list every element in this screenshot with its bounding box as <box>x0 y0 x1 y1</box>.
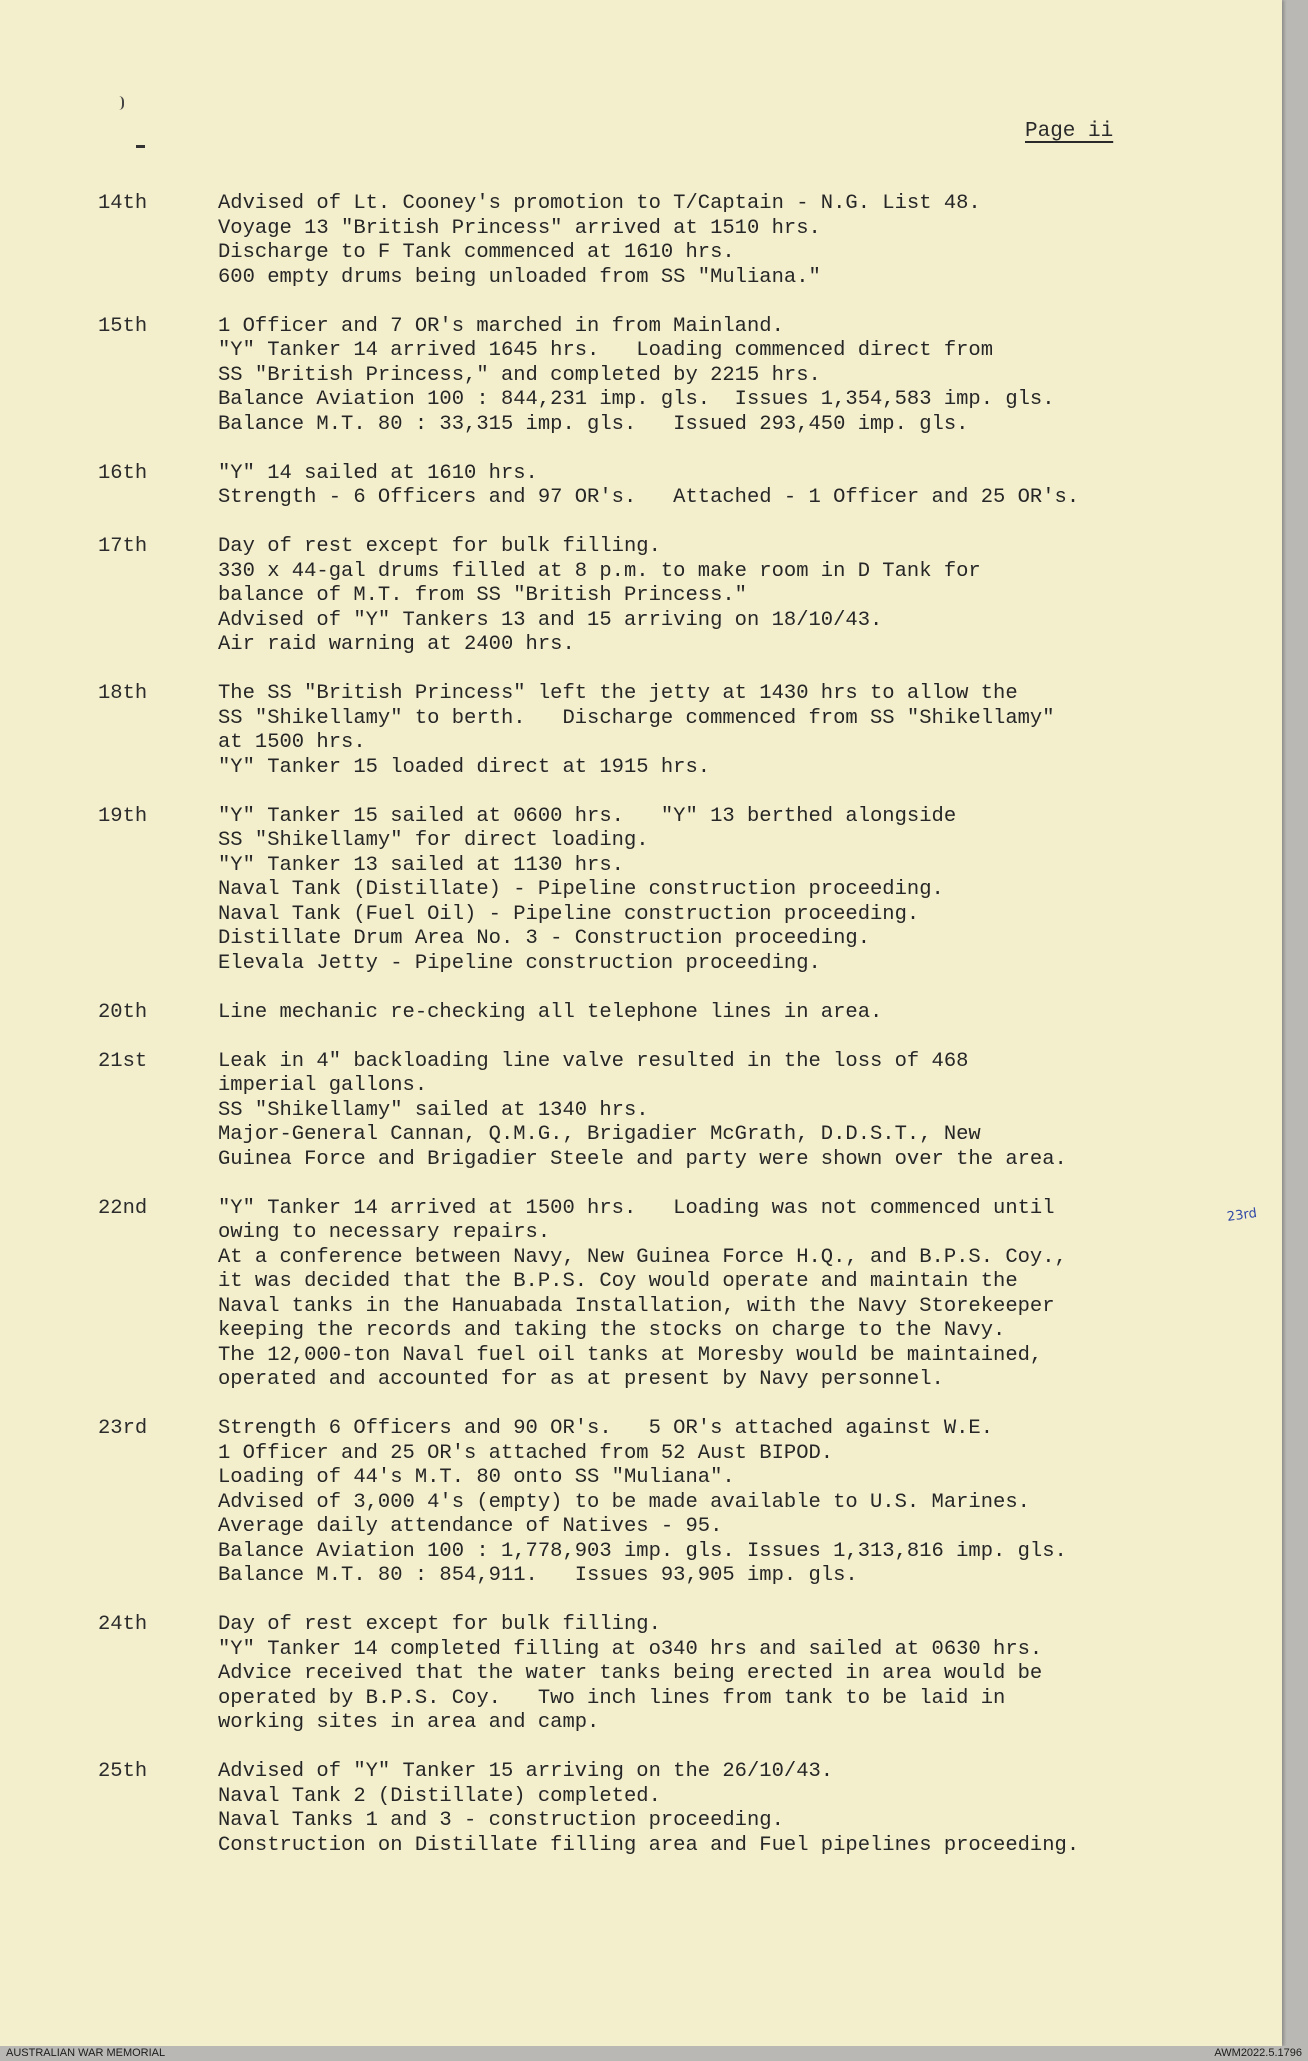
entry-line: Air raid warning at 2400 hrs. <box>218 633 575 656</box>
entry-line: imperial gallons. <box>218 1074 428 1097</box>
entry-text <box>218 462 1238 511</box>
entry-line: "Y" Tanker 13 sailed at 1130 hrs. <box>218 853 624 877</box>
entry-line: Discharge to F Tank commenced at 1610 hrs. <box>218 241 735 264</box>
entry-line: Naval Tanks 1 and 3 - construction proceeding. <box>218 1809 784 1832</box>
entry-line: Naval Tank (Fuel Oil) - Pipeline construction proceeding. <box>218 902 920 926</box>
entry-line: 1 Officer and 25 OR's attached from 52 Aust BIPOD. <box>218 1441 834 1465</box>
entry-line: Naval Tank (Distillate) - Pipeline construction proceeding. <box>218 878 944 901</box>
entry-date: 18th <box>98 682 148 705</box>
entry-line: The 12,000-ton Naval fuel oil tanks at Moresby would be maintained, <box>218 1343 1043 1367</box>
entry-line: "Y" Tanker 15 loaded direct at 1915 hrs. <box>218 755 711 779</box>
entry-text <box>218 1760 1238 1858</box>
entry-line: working sites in area and camp. <box>218 1711 600 1734</box>
entry-text <box>218 1050 1238 1173</box>
entry-line: Day of rest except for bulk filling. <box>218 535 661 558</box>
entry-date: 19th <box>98 804 148 828</box>
entry-line: Naval Tank 2 (Distillate) completed. <box>218 1784 661 1808</box>
entry-line: Voyage 13 "British Princess" arrived at 1510 hrs. <box>218 216 821 240</box>
diary-entry <box>0 1197 1282 1393</box>
diary-entry <box>0 1050 1282 1173</box>
entry-line: Line mechanic re-checking all telephone lines in area. <box>218 1000 883 1024</box>
entry-line: Balance M.T. 80 : 854,911. Issues 93,905 imp. gls. <box>218 1564 858 1587</box>
entry-text <box>218 1417 1238 1589</box>
entry-line: "Y" Tanker 14 arrived at 1500 hrs. Loading was not commenced until <box>218 1196 1055 1220</box>
entry-line: Advised of 3,000 4's (empty) to be made available to U.S. Marines. <box>218 1490 1030 1514</box>
pen-mark <box>119 96 124 110</box>
entry-line: owing to necessary repairs. <box>218 1221 551 1244</box>
entry-line: "Y" Tanker 15 sailed at 0600 hrs. "Y" 13 berthed alongside <box>218 804 957 828</box>
diary-entry <box>0 1760 1282 1858</box>
diary-entry <box>0 462 1282 511</box>
entry-text <box>218 682 1238 780</box>
entry-line: "Y" Tanker 14 completed filling at o340 hrs and sailed at 0630 hrs. <box>218 1637 1043 1661</box>
entry-text <box>218 315 1238 438</box>
entry-line: Distillate Drum Area No. 3 - Construction proceeding. <box>218 927 871 950</box>
entry-line: Balance Aviation 100 : 844,231 imp. gls. Issues 1,354,583 imp. gls. <box>218 388 1055 411</box>
entry-line: Strength 6 Officers and 90 OR's. 5 OR's attached against W.E. <box>218 1417 994 1440</box>
entry-date: 20th <box>98 1000 148 1024</box>
diary-entry <box>0 1001 1282 1026</box>
entry-line: operated by B.P.S. Coy. Two inch lines from tank to be laid in <box>218 1686 1006 1710</box>
entry-line: Advised of "Y" Tankers 13 and 15 arriving on 18/10/43. <box>218 608 883 632</box>
entry-text <box>218 535 1238 658</box>
entry-line: 600 empty drums being unloaded from SS "Muliana." <box>218 265 821 289</box>
handwritten-annotation: 23rd <box>1226 1205 1258 1226</box>
entry-line: SS "Shikellamy" sailed at 1340 hrs. <box>218 1098 649 1122</box>
entry-line: Leak in 4" backloading line valve resulted in the loss of 468 <box>218 1049 969 1073</box>
entry-date: 21st <box>98 1049 148 1073</box>
entry-line: The SS "British Princess" left the jetty at 1430 hrs to allow the <box>218 682 1018 705</box>
diary-entry <box>0 1417 1282 1589</box>
entry-line: Construction on Distillate filling area and Fuel pipelines proceeding. <box>218 1833 1080 1857</box>
entry-line: Naval tanks in the Hanuabada Installation, with the Navy Storekeeper <box>218 1294 1055 1318</box>
entry-line: Advice received that the water tanks being erected in area would be <box>218 1662 1043 1685</box>
footer-reference: AWM2022.5.1796 <box>1214 2047 1302 2059</box>
entry-line: it was decided that the B.P.S. Coy would operate and maintain the <box>218 1270 1018 1293</box>
entry-date: 14th <box>98 192 148 215</box>
entry-date: 17th <box>98 535 148 558</box>
entry-line: "Y" Tanker 14 arrived 1645 hrs. Loading commenced direct from <box>218 339 994 362</box>
entry-line: Major-General Cannan, Q.M.G., Brigadier McGrath, D.D.S.T., New <box>218 1123 981 1146</box>
diary-entries <box>0 192 1282 1883</box>
entry-line: SS "Shikellamy" for direct loading. <box>218 829 649 852</box>
entry-date: 25th <box>98 1760 148 1783</box>
entry-line: keeping the records and taking the stocks on charge to the Navy. <box>218 1319 1006 1342</box>
diary-entry <box>0 805 1282 977</box>
entry-line: balance of M.T. from SS "British Princess." <box>218 584 747 607</box>
entry-text <box>218 1197 1238 1393</box>
entry-line: Average daily attendance of Natives - 95. <box>218 1515 723 1538</box>
footer-bar <box>0 2046 1308 2061</box>
entry-date: 22nd <box>98 1196 148 1220</box>
entry-line: Elevala Jetty - Pipeline construction proceeding. <box>218 951 821 975</box>
diary-entry <box>0 682 1282 780</box>
entry-line: Balance M.T. 80 : 33,315 imp. gls. Issued 293,450 imp. gls. <box>218 412 969 436</box>
entry-line: Advised of Lt. Cooney's promotion to T/Captain - N.G. List 48. <box>218 192 981 215</box>
entry-line: SS "British Princess," and completed by 2215 hrs. <box>218 363 821 387</box>
entry-line: 330 x 44-gal drums filled at 8 p.m. to make room in D Tank for <box>218 559 981 583</box>
entry-line: Day of rest except for bulk filling. <box>218 1613 661 1636</box>
pen-mark <box>136 145 145 148</box>
entry-line: Guinea Force and Brigadier Steele and party were shown over the area. <box>218 1147 1067 1171</box>
entry-text <box>218 1613 1238 1736</box>
entry-date: 16th <box>98 461 148 485</box>
entry-line: SS "Shikellamy" to berth. Discharge commenced from SS "Shikellamy" <box>218 706 1055 730</box>
diary-entry <box>0 1613 1282 1736</box>
entry-line: At a conference between Navy, New Guinea Force H.Q., and B.P.S. Coy., <box>218 1245 1067 1269</box>
diary-entry <box>0 315 1282 438</box>
page-number: Page ii <box>1025 120 1114 143</box>
footer-source: AUSTRALIAN WAR MEMORIAL <box>6 2047 166 2059</box>
entry-line: at 1500 hrs. <box>218 731 366 754</box>
entry-line: Advised of "Y" Tanker 15 arriving on the 26/10/43. <box>218 1760 834 1783</box>
diary-entry <box>0 535 1282 658</box>
diary-entry <box>0 192 1282 290</box>
entry-line: Loading of 44's M.T. 80 onto SS "Muliana". <box>218 1466 735 1489</box>
entry-line: Strength - 6 Officers and 97 OR's. Attached - 1 Officer and 25 OR's. <box>218 486 1080 509</box>
entry-line: "Y" 14 sailed at 1610 hrs. <box>218 461 538 485</box>
entry-date: 15th <box>98 314 148 338</box>
entry-text <box>218 805 1238 977</box>
entry-text <box>218 1001 1238 1026</box>
entry-line: operated and accounted for as at present by Navy personnel. <box>218 1368 944 1391</box>
entry-date: 24th <box>98 1613 148 1636</box>
entry-line: 1 Officer and 7 OR's marched in from Mainland. <box>218 314 784 338</box>
entry-text <box>218 192 1238 290</box>
entry-line: Balance Aviation 100 : 1,778,903 imp. gls. Issues 1,313,816 imp. gls. <box>218 1539 1067 1563</box>
entry-date: 23rd <box>98 1417 148 1440</box>
